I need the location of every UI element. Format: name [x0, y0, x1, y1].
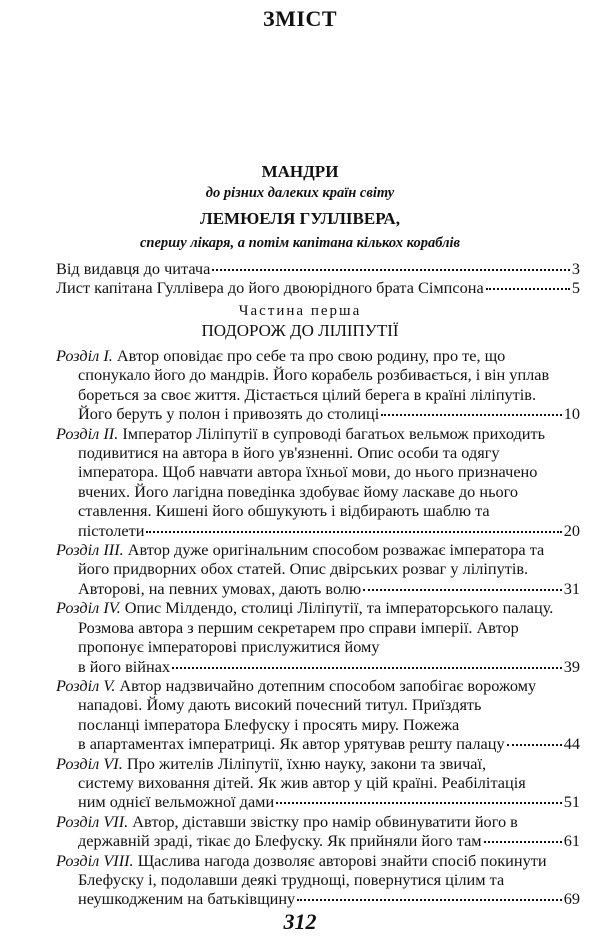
toc-entry[interactable]: [56, 278, 580, 297]
book-title: МАНДРИ: [261, 162, 339, 181]
chapter-text: Щаслива нагода дозволяє авторові знайти спосіб покинути: [137, 850, 547, 870]
chapter-description-line: [56, 540, 580, 559]
dot-leader: [484, 841, 562, 843]
chapter-description-line: [56, 424, 580, 443]
dot-leader: [146, 531, 561, 533]
chapter-text: ставлення. Кишені його обшукують і відбирають шаблю та: [78, 501, 490, 521]
chapter-label: Розділ III.: [56, 540, 124, 560]
chapter-description-line: [56, 870, 580, 889]
chapter-text: Опис Мілдендо, столиці Ліліпутії, та імператорського палацу.: [124, 598, 554, 618]
chapter-last-line: [56, 579, 580, 598]
chapter-label: Розділ I.: [56, 346, 113, 365]
chapter-text: систему виховання дітей. Як жив автор у цій країні. Реабілітація: [78, 772, 526, 792]
part-title: ПОДОРОЖ ДО ЛІЛІПУТІЇ: [201, 321, 399, 340]
chapter-description-line: [56, 695, 580, 714]
chapter-description-line: [56, 385, 580, 404]
chapter-text: його придворних обох статей. Опис двірських розваг у ліліпутів.: [78, 559, 529, 579]
toc-page-number: 10: [563, 404, 580, 424]
toc-page-number: 44: [563, 734, 580, 754]
chapter-description-line: [56, 754, 580, 773]
dot-leader: [507, 744, 562, 746]
chapter-description-line: [56, 501, 580, 520]
chapter-text: Розмова автора з першим секретарем про справи імперії. Автор: [78, 617, 519, 637]
toc-chapter-entry[interactable]: [56, 346, 580, 424]
chapter-last-line: [56, 792, 580, 811]
dot-leader: [172, 667, 562, 669]
chapter-description-line: [56, 773, 580, 792]
toc-page-number: 61: [563, 831, 580, 851]
chapter-description-line: [56, 482, 580, 501]
chapter-description-line: [56, 598, 580, 617]
book-subtitle-2: спершу лікаря, а потім капітана кількох кораблів: [139, 235, 461, 251]
dot-leader: [297, 899, 562, 901]
chapter-last-line: [56, 734, 580, 753]
toc-page-number: 39: [563, 656, 580, 676]
toc-page-number: 31: [563, 578, 580, 598]
chapter-last-line: [56, 657, 580, 676]
toc-chapter-entry[interactable]: [56, 812, 580, 851]
chapter-text: посланці імператора Блефуску і просять миру. Пожежа: [78, 714, 460, 734]
chapter-text: пропонує імператорові прислужитися йому: [78, 637, 380, 657]
chapter-description-line: [56, 443, 580, 462]
chapter-text: Автор оповідає про себе та про свою родину, про те, що: [116, 346, 506, 365]
chapter-text: в його війнах: [78, 656, 171, 676]
chapter-last-line: [56, 521, 580, 540]
chapter-label: Розділ VI.: [56, 753, 123, 773]
toc-entry[interactable]: [56, 259, 580, 278]
toc-page-number: 5: [571, 278, 580, 298]
chapter-description-line: [56, 676, 580, 695]
toc-page-number: 69: [563, 889, 580, 909]
toc-chapter-entry[interactable]: [56, 851, 580, 909]
page-number: 312: [283, 909, 317, 934]
chapter-description-line: [56, 637, 580, 656]
chapter-description-line: [56, 365, 580, 384]
chapter-label: Розділ V.: [56, 675, 116, 695]
chapter-text: неушкодженим на батьківщину: [78, 889, 296, 909]
page-heading: ЗМІСТ: [263, 6, 337, 31]
chapter-text: ним однієї вельможної дами: [78, 792, 275, 812]
dot-leader: [212, 269, 570, 271]
toc-chapter-entry[interactable]: [56, 676, 580, 754]
chapter-text: Авторові, на певних умовах, дають волю: [78, 578, 362, 598]
dot-leader: [486, 288, 570, 290]
book-author: ЛЕМЮЕЛЯ ГУЛЛІВЕРА,: [200, 209, 400, 228]
chapter-label: Розділ II.: [56, 423, 119, 443]
chapter-description-line: [56, 812, 580, 831]
chapter-text: бореться за своє життя. Дістається цілий берега в країні ліліпутів.: [78, 384, 537, 404]
chapter-list: [56, 346, 580, 909]
chapter-text: нападові. Йому дають високий почесний титул. Приїздять: [78, 695, 482, 715]
part-label: Частина перша: [238, 303, 362, 319]
chapter-text: Його беруть у полон і привозять до столиці: [78, 404, 380, 424]
chapter-last-line: [56, 831, 580, 850]
toc-page-number: 51: [563, 792, 580, 812]
chapter-text: Про жителів Ліліпутії, їхню науку, закони та звичаї,: [126, 753, 487, 773]
book-subtitle: до різних далеких країн світу: [205, 185, 395, 201]
chapter-description-line: [56, 851, 580, 870]
toc-chapter-entry[interactable]: [56, 598, 580, 676]
chapter-last-line: [56, 404, 580, 423]
chapter-text: державній зраді, тікає до Блефуску. Як прийняли його там: [78, 831, 482, 851]
dot-leader: [363, 589, 562, 591]
dot-leader: [276, 802, 562, 804]
front-matter-list: [56, 259, 580, 298]
chapter-text: вчених. Його лагідна поведінка здобуває йому ласкаве до нього: [78, 481, 519, 501]
chapter-text: Блефуску і, подолавши деякі труднощі, повернутися цілим та: [78, 869, 505, 889]
chapter-text: спонукало його до мандрів. Його корабель розбивається, і він уплав: [78, 365, 550, 385]
chapter-text: Автор, діставши звістку про намір обвинуватити його в: [132, 811, 518, 831]
chapter-label: Розділ VIII.: [56, 850, 134, 870]
toc-entry-title: Від видавця до читача: [56, 259, 211, 278]
chapter-text: в апартаментах імператриці. Як автор урятував решту палацу: [78, 734, 505, 754]
toc-chapter-entry[interactable]: [56, 424, 580, 540]
chapter-text: Автор надзвичайно дотепним способом запобігає ворожому: [119, 675, 537, 695]
chapter-text: подивитися на автора в його ув'язненні. Опис особи та одягу: [78, 443, 500, 463]
toc-page-number: 20: [563, 520, 580, 540]
dot-leader: [381, 414, 561, 416]
chapter-label: Розділ VII.: [56, 811, 129, 831]
chapter-description-line: [56, 462, 580, 481]
chapter-text: імператора. Щоб навчати автора їхньої мови, до нього призначено: [78, 462, 538, 482]
chapter-text: Автор дуже оригінальним способом розважає імператора та: [127, 540, 545, 560]
chapter-description-line: [56, 715, 580, 734]
toc-page-number: 3: [571, 259, 580, 278]
toc-entry-title: Лист капітана Гуллівера до його двоюрідного брата Сімпсона: [56, 278, 484, 298]
toc-chapter-entry[interactable]: [56, 540, 580, 598]
toc-chapter-entry[interactable]: [56, 754, 580, 812]
chapter-label: Розділ IV.: [56, 598, 121, 618]
chapter-description-line: [56, 346, 580, 365]
chapter-text: пістолети: [78, 520, 145, 540]
chapter-description-line: [56, 559, 580, 578]
chapter-description-line: [56, 618, 580, 637]
chapter-text: Імператор Ліліпутії в супроводі багатьох вельмож приходить: [122, 423, 546, 443]
chapter-last-line: [56, 889, 580, 908]
